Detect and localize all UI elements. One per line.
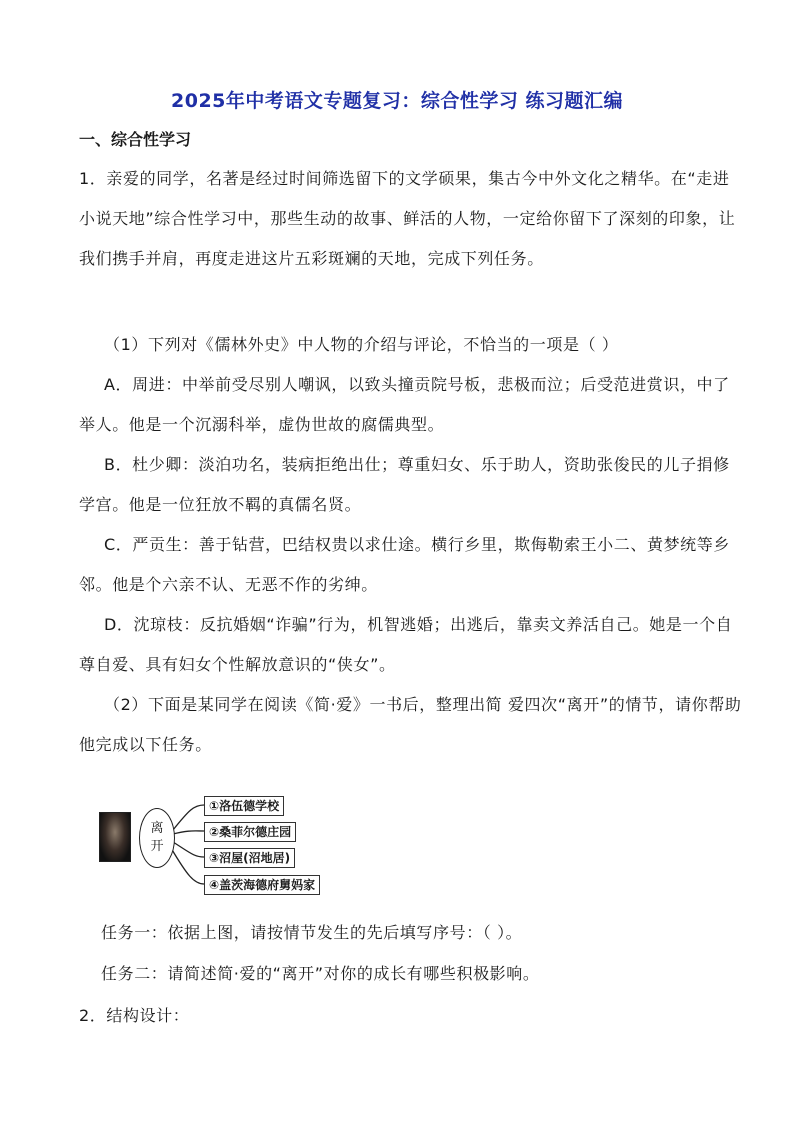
question-1-intro: 1．亲爱的同学，名著是经过时间筛选留下的文学硕果，集古今中外文化之精华。在“走进小说天地”综合性学习中，那些生动的故事、鲜活的人物，一定给你留下了深刻的印象，让我们携手并肩，再度走进这片五彩斑斓的天地，完成下列任务。 bbox=[79, 169, 736, 268]
task-1: 任务一：依据上图，请按情节发生的先后填写序号：（ ）。 bbox=[101, 923, 523, 942]
sub-question-2-stem: （2）下面是某同学在阅读《简·爱》一书后，整理出简 爱四次“离开”的情节，请你帮助他完成以下任务。 bbox=[79, 695, 742, 754]
option-c: C．严贡生：善于钻营，巴结权贵以求仕途。横行乡里，欺侮勒索王小二、黄梦统等乡邻。他是个六亲不认、无恶不作的劣绅。 bbox=[79, 535, 730, 594]
jane-eyre-portrait bbox=[99, 812, 131, 862]
branch-box-2: ②桑菲尔德庄园 bbox=[204, 822, 296, 842]
sub-question-1-stem: （1）下列对《儒林外史》中人物的介绍与评论，不恰当的一项是（ ） bbox=[104, 335, 619, 354]
task-2: 任务二：请简述简·爱的“离开”对你的成长有哪些积极影响。 bbox=[101, 964, 540, 983]
center-label-line2: 开 bbox=[150, 839, 164, 854]
branch-box-3: ③沼屋(沼地居) bbox=[204, 848, 295, 868]
question-2-label: 2．结构设计： bbox=[79, 1006, 190, 1025]
diagram-center-oval bbox=[139, 808, 175, 868]
branch-box-1: ①洛伍德学校 bbox=[204, 796, 284, 816]
option-d: D．沈琼枝：反抗婚姻“诈骗”行为，机智逃婚；出逃后，靠卖文养活自己。她是一个自尊自爱、具有妇女个性解放意识的“侠女”。 bbox=[79, 615, 733, 674]
document-title: 2025年中考语文专题复习：综合性学习 练习题汇编 bbox=[171, 90, 623, 112]
center-label-line1: 离 bbox=[150, 821, 164, 836]
jane-eyre-leaving-diagram bbox=[99, 790, 339, 900]
branch-box-4: ④盖茨海德府舅妈家 bbox=[204, 875, 320, 895]
option-a: A．周进：中举前受尽别人嘲讽，以致头撞贡院号板，悲极而泣；后受范进赏识，中了举人。他是一个沉溺科举，虚伪世故的腐儒典型。 bbox=[79, 375, 730, 434]
option-b: B．杜少卿：淡泊功名，装病拒绝出仕；尊重妇女、乐于助人，资助张俊民的儿子捐修学宫。他是一位狂放不羁的真儒名贤。 bbox=[79, 455, 730, 514]
section-heading: 一、综合性学习 bbox=[79, 130, 192, 149]
